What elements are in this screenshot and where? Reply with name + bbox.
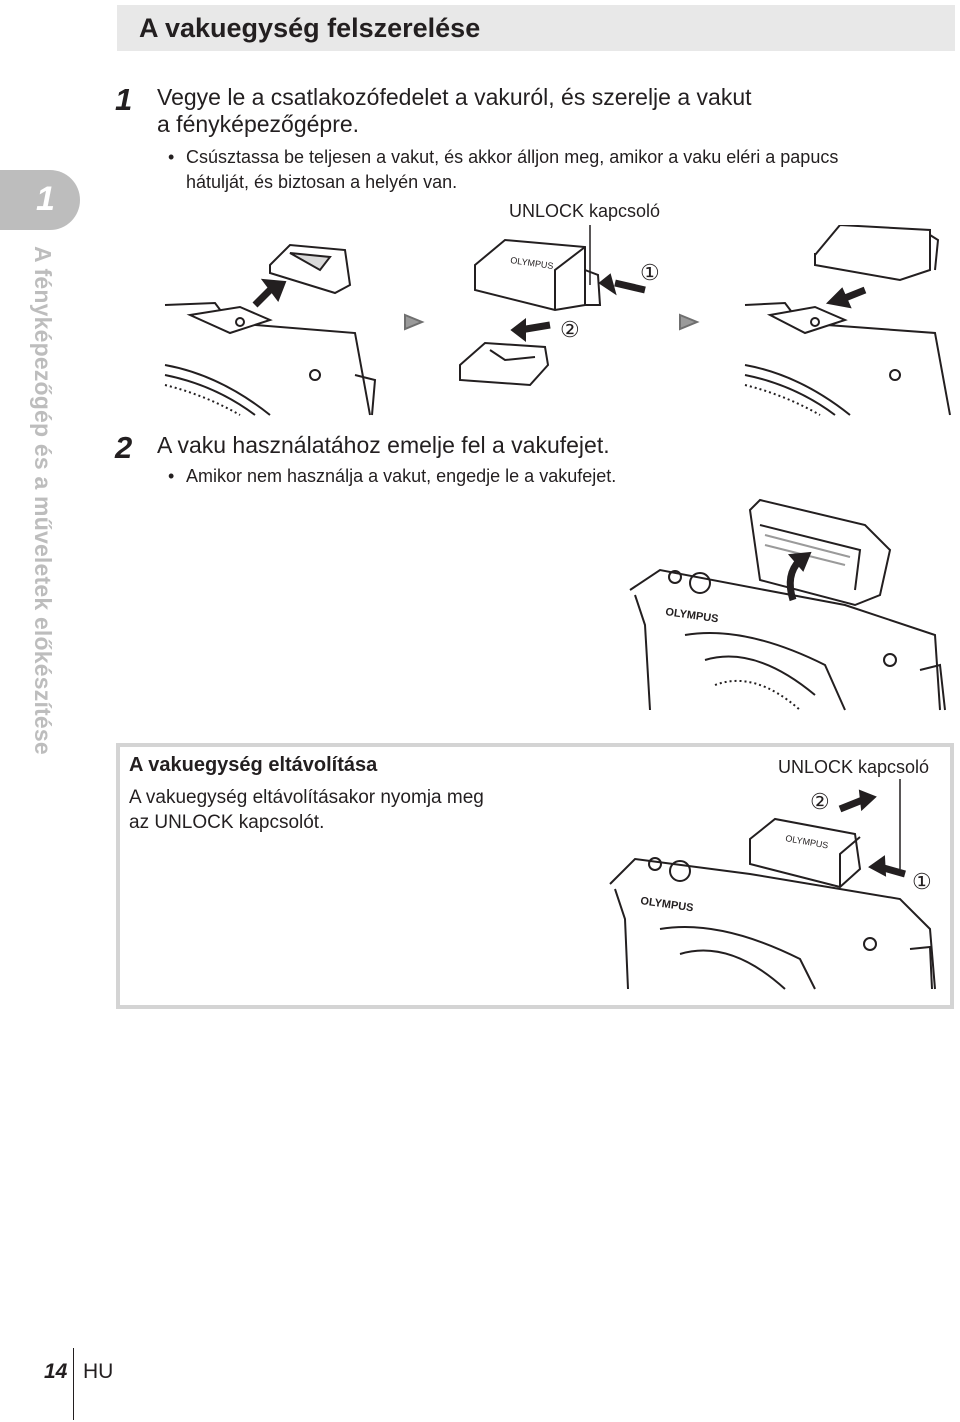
removal-line-1: A vakuegység eltávolításakor nyomja meg xyxy=(129,787,484,808)
flash-brand-text: OLYMPUS xyxy=(509,255,555,272)
chapter-side-label xyxy=(26,246,62,826)
page-language: HU xyxy=(83,1360,114,1383)
step-1-number: 1 xyxy=(115,82,133,117)
step-1-bullet-line-2: hátulját, és biztosan a helyén van. xyxy=(186,172,458,192)
removal-marker-2: ② xyxy=(810,789,830,814)
camera-body-icon xyxy=(165,303,375,415)
camera-brand-text: OLYMPUS xyxy=(639,895,695,915)
step-1-bullet-line-1: Csúsztassa be teljesen a vakut, és akkor álljon meg, amikor a vaku eléri a papucs xyxy=(186,147,839,167)
marker-2: ② xyxy=(560,317,580,342)
flash-raise-illustration xyxy=(615,495,955,715)
camera-body-icon xyxy=(745,303,950,415)
step-1-line-1: Vegye le a csatlakozófedelet a vakuról, és szerelje a vakut xyxy=(157,84,752,110)
chapter-title: A fényképezőgép és a műveletek előkészítése xyxy=(30,246,56,755)
step-2-bullet xyxy=(168,464,617,489)
chapter-tab xyxy=(0,170,80,230)
step-arrow-icon xyxy=(405,315,422,329)
flash-unit-icon xyxy=(815,225,938,280)
bullet-dot-icon: • xyxy=(168,466,175,486)
flash-removal-panel xyxy=(116,743,954,1009)
step-arrow-icon xyxy=(680,315,697,329)
shoe-cover-icon xyxy=(460,343,548,385)
flash-mounting-illustration xyxy=(160,225,960,420)
flash-head-icon xyxy=(750,500,890,605)
removal-body xyxy=(129,785,549,835)
camera-brand-text: OLYMPUS xyxy=(664,606,720,626)
removal-unlock-callout: UNLOCK kapcsoló xyxy=(778,757,930,777)
section-header xyxy=(117,5,955,51)
step-1-text xyxy=(157,84,752,138)
removal-title: A vakuegység eltávolítása xyxy=(129,754,378,776)
chapter-number: 1 xyxy=(36,180,55,218)
step-2-text: A vaku használatához emelje fel a vakufejet. xyxy=(157,432,610,458)
camera-body-icon xyxy=(610,858,935,989)
step-1-bullet xyxy=(168,145,839,195)
marker-1: ① xyxy=(640,260,660,285)
bullet-dot-icon: • xyxy=(168,147,175,167)
flash-brand-text: OLYMPUS xyxy=(784,833,830,851)
removal-marker-1: ① xyxy=(912,869,932,894)
removal-line-2: az UNLOCK kapcsolót. xyxy=(129,812,325,833)
footer-divider xyxy=(73,1348,74,1420)
page-number: 14 xyxy=(44,1360,68,1383)
step-1-line-2: a fényképezőgépre. xyxy=(157,111,360,137)
page-title: A vakuegység felszerelése xyxy=(139,13,481,43)
flash-removal-illustration xyxy=(600,779,950,994)
step-2-number: 2 xyxy=(115,430,133,465)
unlock-switch-callout: UNLOCK kapcsoló xyxy=(509,201,661,221)
flash-unit-icon xyxy=(475,240,600,310)
step-2-bullet-text: Amikor nem használja a vakut, engedje le a vakufejet. xyxy=(186,466,617,486)
